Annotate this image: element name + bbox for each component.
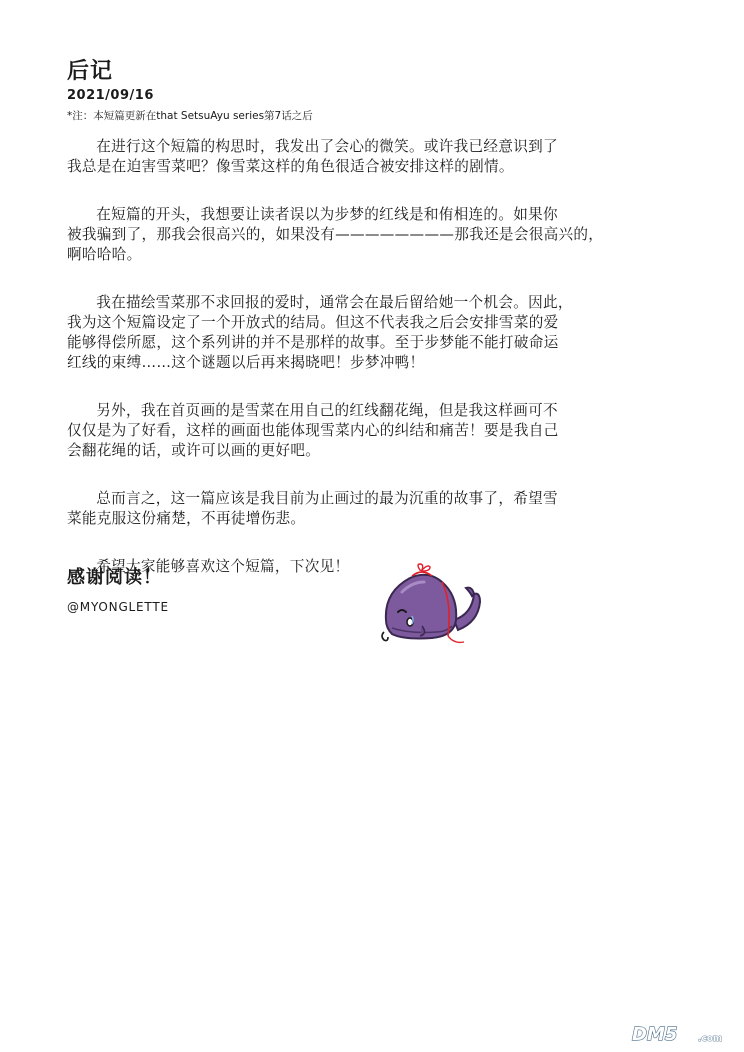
post-date: 2021/09/16 [67, 88, 154, 103]
dm5-logo-icon [630, 1020, 734, 1046]
paragraph-1: 在进行这个短篇的构思时，我发出了会心的微笑。或许我已经意识到了 我总是在迫害雪菜吧？像雪菜这样的角色很适合被安排这样的剧情。 [67, 138, 558, 175]
update-note: *注：本短篇更新在that SetsuAyu series第7话之后 [67, 110, 313, 122]
thanks-heading: 感谢阅读！ [67, 567, 162, 588]
afterword-body [67, 137, 665, 605]
page-title: 后记 [67, 59, 114, 84]
paragraph-3: 我在描绘雪菜那不求回报的爱时，通常会在最后留给她一个机会。因此， 我为这个短篇设定了一个开放式的结局。但这不代表我之后会安排雪菜的爱 能够得偿所愿，这个系列讲的并不是那样的故事。至于步梦能不能打破命运 红线的束缚……这个谜题以后再来揭晓吧！步梦冲鸭！ [67, 294, 573, 371]
paragraph-4: 另外，我在首页画的是雪菜在用自己的红线翻花绳，但是我这样画可不 仅仅是为了好看，这样的画面也能体现雪菜内心的纠结和痛苦！要是我自己 会翻花绳的话，或许可以画的更好吧。 [67, 402, 559, 459]
paragraph-5: 总而言之，这一篇应该是我目前为止画过的最为沉重的故事了，希望雪 菜能克服这份痛楚，不再徒增伤悲。 [67, 490, 558, 527]
paragraph-2: 在短篇的开头，我想要让读者误以为步梦的红线是和侑相连的。如果你 被我骗到了，那我会很高兴的，如果没有————————那我还是会很高兴的， 啊哈哈哈。 [67, 206, 604, 263]
watermark-suffix: .com [698, 1034, 723, 1044]
author-handle: @MYONGLETTE [67, 600, 169, 614]
purple-whale-mascot-icon [376, 562, 486, 652]
paragraph-6: 希望大家能够喜欢这个短篇，下次见！ [96, 558, 350, 575]
watermark-text: DM5 [632, 1024, 678, 1045]
